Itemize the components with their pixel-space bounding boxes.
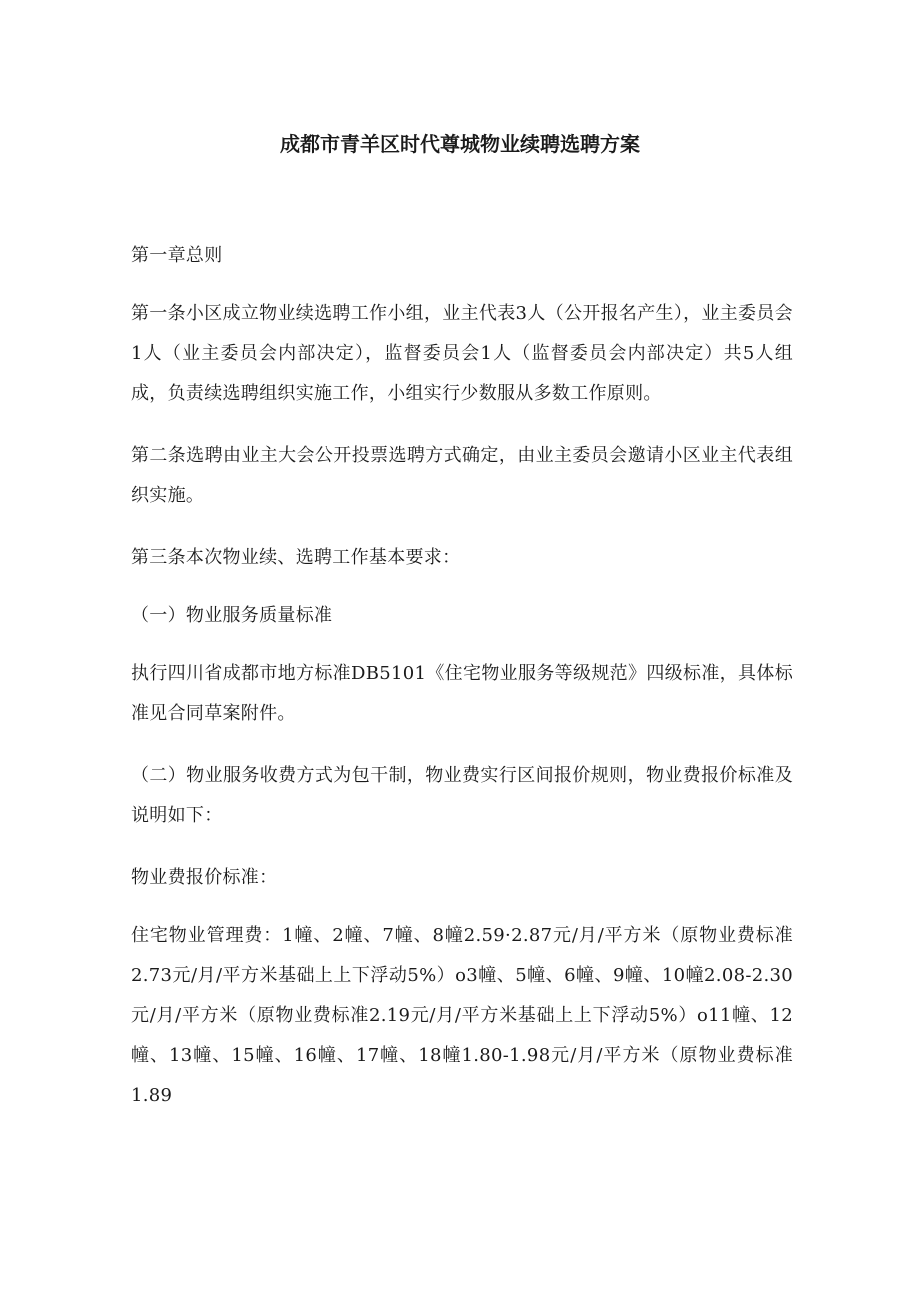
fee-standard-heading: 物业费报价标准： — [131, 867, 278, 888]
document-body — [131, 236, 793, 1138]
fee-details-paragraph: 住宅物业管理费：1幢、2幢、7幢、8幢2.59·2.87元/月/平方米（原物业费标准2.73元/月/平方米基础上上下浮动5%）o3幢、5幢、6幢、9幢、10幢2.08-2.30元/月/平方米（原物业费标准2.19元/月/平方米基础上上下浮动5%）o11幢、12幢、13幢、15幢、16幢、17幢、18幢1.80-1.98元/月/平方米（原物业费标准1.89 — [131, 925, 793, 1106]
document-title: 成都市青羊区时代尊城物业续聘选聘方案 — [280, 132, 640, 156]
article-3-paragraph: 第三条本次物业续、选聘工作基本要求： — [131, 547, 461, 568]
section-2-paragraph: （二）物业服务收费方式为包干制，物业费实行区间报价规则，物业费报价标准及说明如下： — [131, 765, 793, 826]
article-2-paragraph: 第二条选聘由业主大会公开投票选聘方式确定，由业主委员会邀请小区业主代表组织实施。 — [131, 445, 793, 506]
chapter-heading: 第一章总则 — [131, 245, 223, 266]
article-1-paragraph: 第一条小区成立物业续选聘工作小组，业主代表3人（公开报名产生），业主委员会1人（业主委员会内部决定），监督委员会1人（监督委员会内部决定）共5人组成，负责续选聘组织实施工作，小组实行少数服从多数工作原则。 — [131, 303, 793, 404]
section-1-heading: （一）物业服务质量标准 — [131, 605, 333, 626]
service-standard-paragraph: 执行四川省成都市地方标准DB5101《住宅物业服务等级规范》四级标准，具体标准见合同草案附件。 — [131, 663, 793, 724]
